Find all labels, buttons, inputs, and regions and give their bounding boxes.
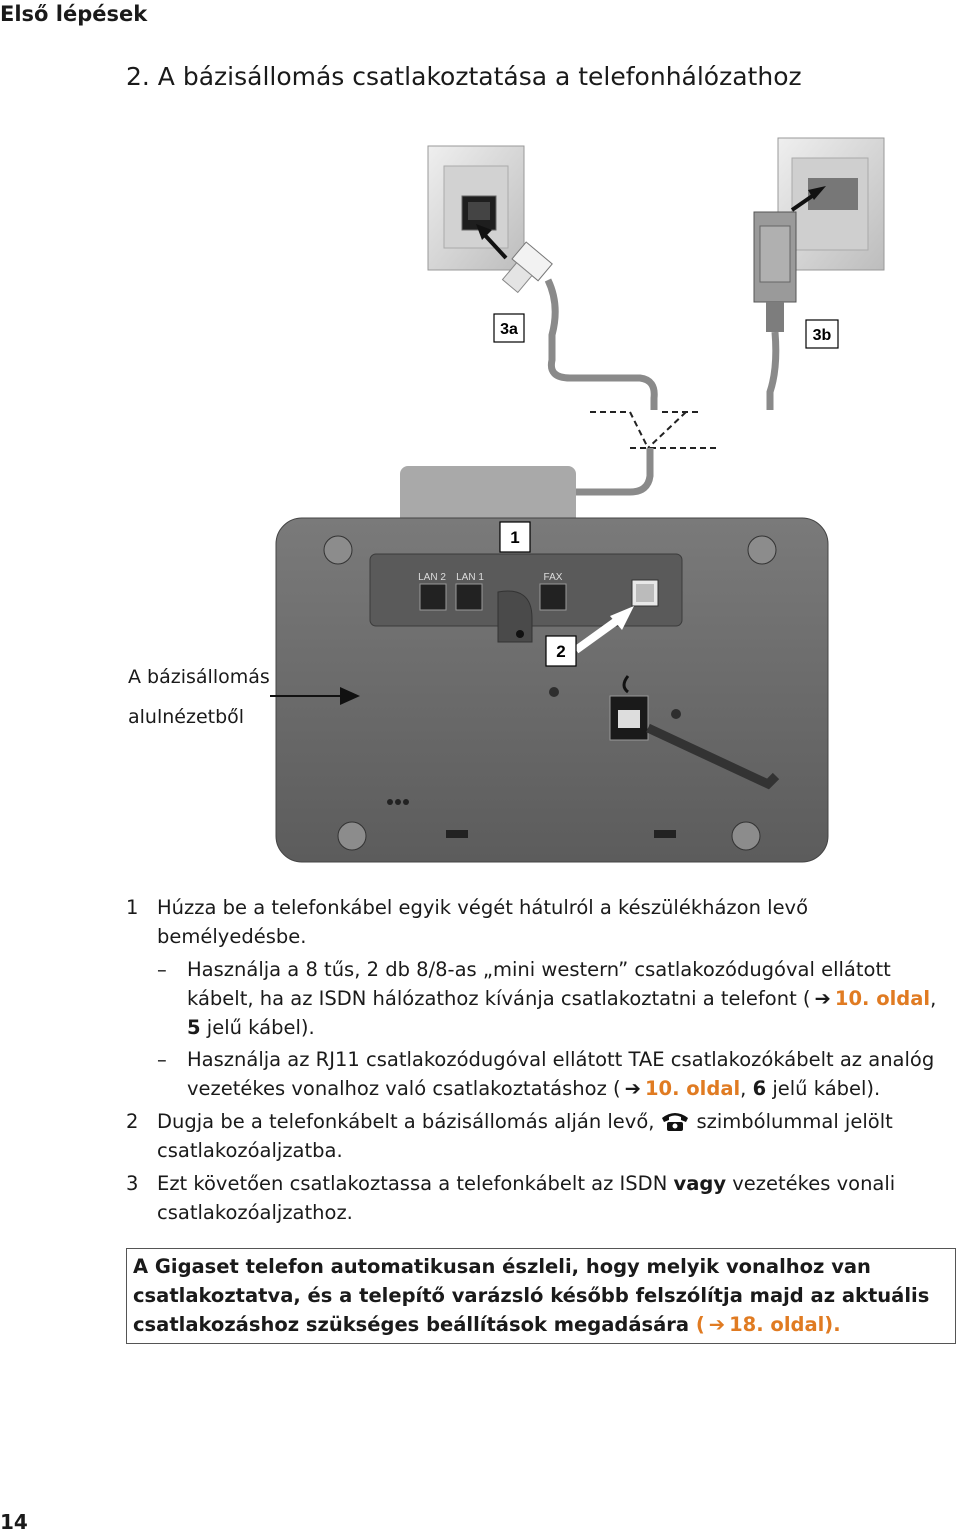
note-box xyxy=(126,1248,956,1344)
label-2: 2 xyxy=(556,642,566,661)
tae-plug xyxy=(754,212,796,332)
port-lan1: LAN 1 xyxy=(456,572,484,583)
step-number: 3 xyxy=(126,1172,139,1195)
arrow-right-icon: ➔ xyxy=(708,1313,726,1336)
step-text: csatlakozóaljzatba. xyxy=(157,1139,343,1162)
step-text: 5 jelű kábel). xyxy=(187,1016,315,1039)
step-text: Használja az RJ11 csatlakozódugóval ellátott TAE csatlakozókábelt az analóg xyxy=(187,1048,935,1071)
step-text: Használja a 8 tűs, 2 db 8/8-as „mini western” csatlakozódugóval ellátott xyxy=(187,958,891,981)
step-text: Ezt követően csatlakoztassa a telefonkábelt az ISDN vagy vezetékes vonali xyxy=(157,1172,896,1195)
label-1: 1 xyxy=(510,528,520,547)
step-text: csatlakozóaljzathoz. xyxy=(157,1201,353,1224)
step-text: Húzza be a telefonkábel egyik végét hátulról a készülékházon levő xyxy=(157,896,809,919)
arrow-right-icon: ➔ xyxy=(624,1077,641,1100)
figure-caption-line1: A bázisállomás xyxy=(128,666,270,688)
section-title: Első lépések xyxy=(0,2,148,26)
connection-diagram xyxy=(270,130,950,870)
label-3a: 3a xyxy=(500,321,518,338)
telephone-icon xyxy=(660,1110,690,1132)
step-number: 1 xyxy=(126,896,139,919)
cable xyxy=(770,332,776,410)
step-text: bemélyedésbe. xyxy=(157,925,307,948)
figure-caption-line2: alulnézetből xyxy=(128,706,245,728)
isdn-wall-socket xyxy=(428,146,524,270)
label-3b: 3b xyxy=(812,327,832,344)
step-list xyxy=(0,893,960,1233)
step-text: vezetékes vonalhoz való csatlakoztatáshoz ( ➔ 10. oldal, 6 jelű kábel). xyxy=(187,1074,880,1103)
step-text: kábelt, ha az ISDN hálózathoz kívánja csatlakoztatni a telefont ( ➔ 10. oldal, xyxy=(187,984,936,1013)
dash-bullet: – xyxy=(157,1048,167,1071)
cable xyxy=(548,280,654,410)
page-number: 14 xyxy=(0,1510,28,1534)
step-text: Dugja be a telefonkábelt a bázisállomás alján levő, szimbólummal jelölt xyxy=(157,1110,893,1133)
page-reference-link[interactable]: 10. oldal xyxy=(834,987,931,1010)
arrow-right-icon: ➔ xyxy=(814,987,831,1010)
dash-bullet: – xyxy=(157,958,167,981)
page-reference-link[interactable]: 18. oldal). xyxy=(729,1313,841,1336)
step-number: 2 xyxy=(126,1110,139,1133)
port-lan2: LAN 2 xyxy=(418,572,446,583)
page-reference-link[interactable]: 10. oldal xyxy=(644,1077,741,1100)
note-text: A Gigaset telefon automatikusan észleli, hogy melyik vonalhoz van csatlakoztatva, és a telepítő varázsló később felszólítja majd az aktuális csatlakozáshoz szükséges beállítások megadására ( ➔ 18. oldal). xyxy=(133,1252,929,1339)
page-heading: 2. A bázisállomás csatlakoztatása a telefonhálózathoz xyxy=(126,62,802,91)
port-fax: FAX xyxy=(543,572,563,583)
